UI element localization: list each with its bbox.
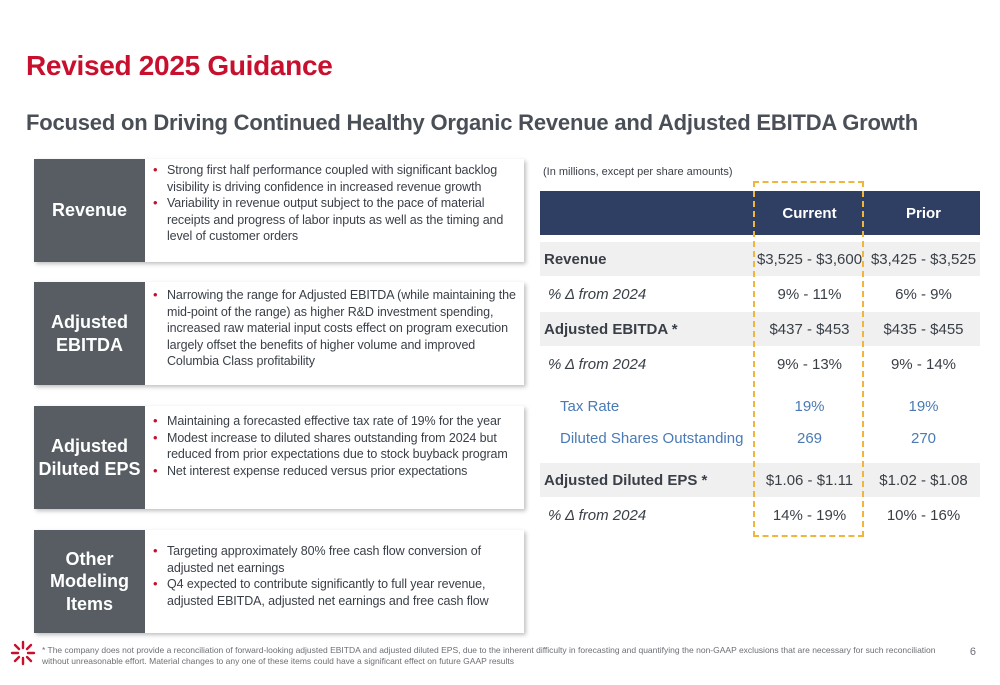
bullet-item: • Narrowing the range for Adjusted EBITDA (while maintaining the mid-point of the range) as higher R&D investment spending, increased raw material input costs effect on program execution largely offset the benefits of higher volume and improved Columbia Class profitability	[153, 287, 518, 370]
section-other-modeling-items	[34, 530, 524, 633]
row-label: Revenue	[544, 250, 607, 268]
row-label: Diluted Shares Outstanding	[560, 429, 744, 447]
page-subtitle: Focused on Driving Continued Healthy Organic Revenue and Adjusted EBITDA Growth	[26, 110, 918, 135]
bullet-item: • Targeting approximately 80% free cash flow conversion of adjusted net earnings	[153, 543, 518, 576]
table-row-eps-change	[540, 497, 980, 533]
cell-current: $1.06 - $1.11	[765, 471, 854, 489]
table-row-revenue	[540, 242, 980, 276]
section-label: Adjusted EBITDA	[34, 282, 145, 385]
section-revenue	[34, 159, 524, 262]
row-label: % Δ from 2024	[548, 355, 647, 373]
row-label: % Δ from 2024	[548, 285, 647, 303]
cell-current: $3,525 - $3,600	[756, 250, 863, 268]
section-adjusted-diluted-eps	[34, 406, 524, 509]
cell-prior: $1.02 - $1.08	[879, 471, 968, 489]
bullet-item: • Modest increase to diluted shares outstanding from 2024 but reduced from prior expectations due to stock buyback program	[153, 430, 518, 463]
footnote: * The company does not provide a reconciliation of forward-looking adjusted EBITDA and adjusted diluted EPS, due to the inherent difficulty in forecasting and quantifying the non-GAAP exclusions that are necessary for such reconciliation without unreasonable effort. Material changes to any one of these items could have a significant effect on future GAAP results	[42, 645, 936, 666]
row-label: Tax Rate	[560, 397, 620, 415]
section-label: Revenue	[34, 159, 145, 262]
cell-prior: 19%	[908, 397, 939, 415]
bullet-item: • Net interest expense reduced versus prior expectations	[153, 463, 518, 480]
guidance-table	[540, 191, 980, 533]
bullet-item: • Maintaining a forecasted effective tax rate of 19% for the year	[153, 413, 518, 430]
bullet-item: • Variability in revenue output subject to the pace of material receipts and progress of labor inputs as well as the timing and level of customer orders	[153, 195, 518, 245]
page-number: 6	[969, 646, 976, 658]
cell-current: $437 - $453	[769, 320, 850, 338]
cell-current: 269	[796, 429, 823, 447]
bullet-item: • Q4 expected to contribute significantly to full year revenue, adjusted EBITDA, adjusted net earnings and free cash flow	[153, 576, 518, 609]
header-cell-current: Current	[782, 204, 837, 222]
cell-prior: $435 - $455	[883, 320, 964, 338]
cell-prior: 9% - 14%	[890, 355, 957, 373]
table-row-tax-rate	[540, 390, 980, 422]
row-label: Adjusted Diluted EPS *	[544, 471, 708, 489]
table-row-diluted-shares	[540, 422, 980, 454]
cell-prior: 270	[910, 429, 937, 447]
table-row-adjusted-ebitda	[540, 312, 980, 346]
table-header	[540, 191, 980, 235]
starburst-logo-icon	[10, 640, 36, 666]
section-label: Adjusted Diluted EPS	[34, 406, 145, 509]
header-cell-label	[540, 191, 752, 235]
cell-current: 9% - 13%	[776, 355, 843, 373]
section-adjusted-ebitda	[34, 282, 524, 385]
header-cell-prior: Prior	[905, 204, 941, 222]
section-label: Other Modeling Items	[34, 530, 145, 633]
table-row-revenue-change	[540, 276, 980, 312]
cell-prior: $3,425 - $3,525	[870, 250, 977, 268]
row-label: Adjusted EBITDA *	[544, 320, 678, 338]
table-row-ebitda-change	[540, 346, 980, 382]
table-row-adjusted-diluted-eps	[540, 463, 980, 497]
table-units-note: (In millions, except per share amounts)	[543, 166, 733, 178]
cell-current: 19%	[794, 397, 825, 415]
cell-current: 9% - 11%	[777, 285, 842, 303]
cell-prior: 6% - 9%	[895, 285, 952, 303]
cell-prior: 10% - 16%	[886, 506, 961, 524]
cell-current: 14% - 19%	[772, 506, 847, 524]
page-title: Revised 2025 Guidance	[26, 50, 333, 81]
row-label: % Δ from 2024	[548, 506, 647, 524]
bullet-item: • Strong first half performance coupled with significant backlog visibility is driving confidence in increased revenue growth	[153, 162, 518, 195]
